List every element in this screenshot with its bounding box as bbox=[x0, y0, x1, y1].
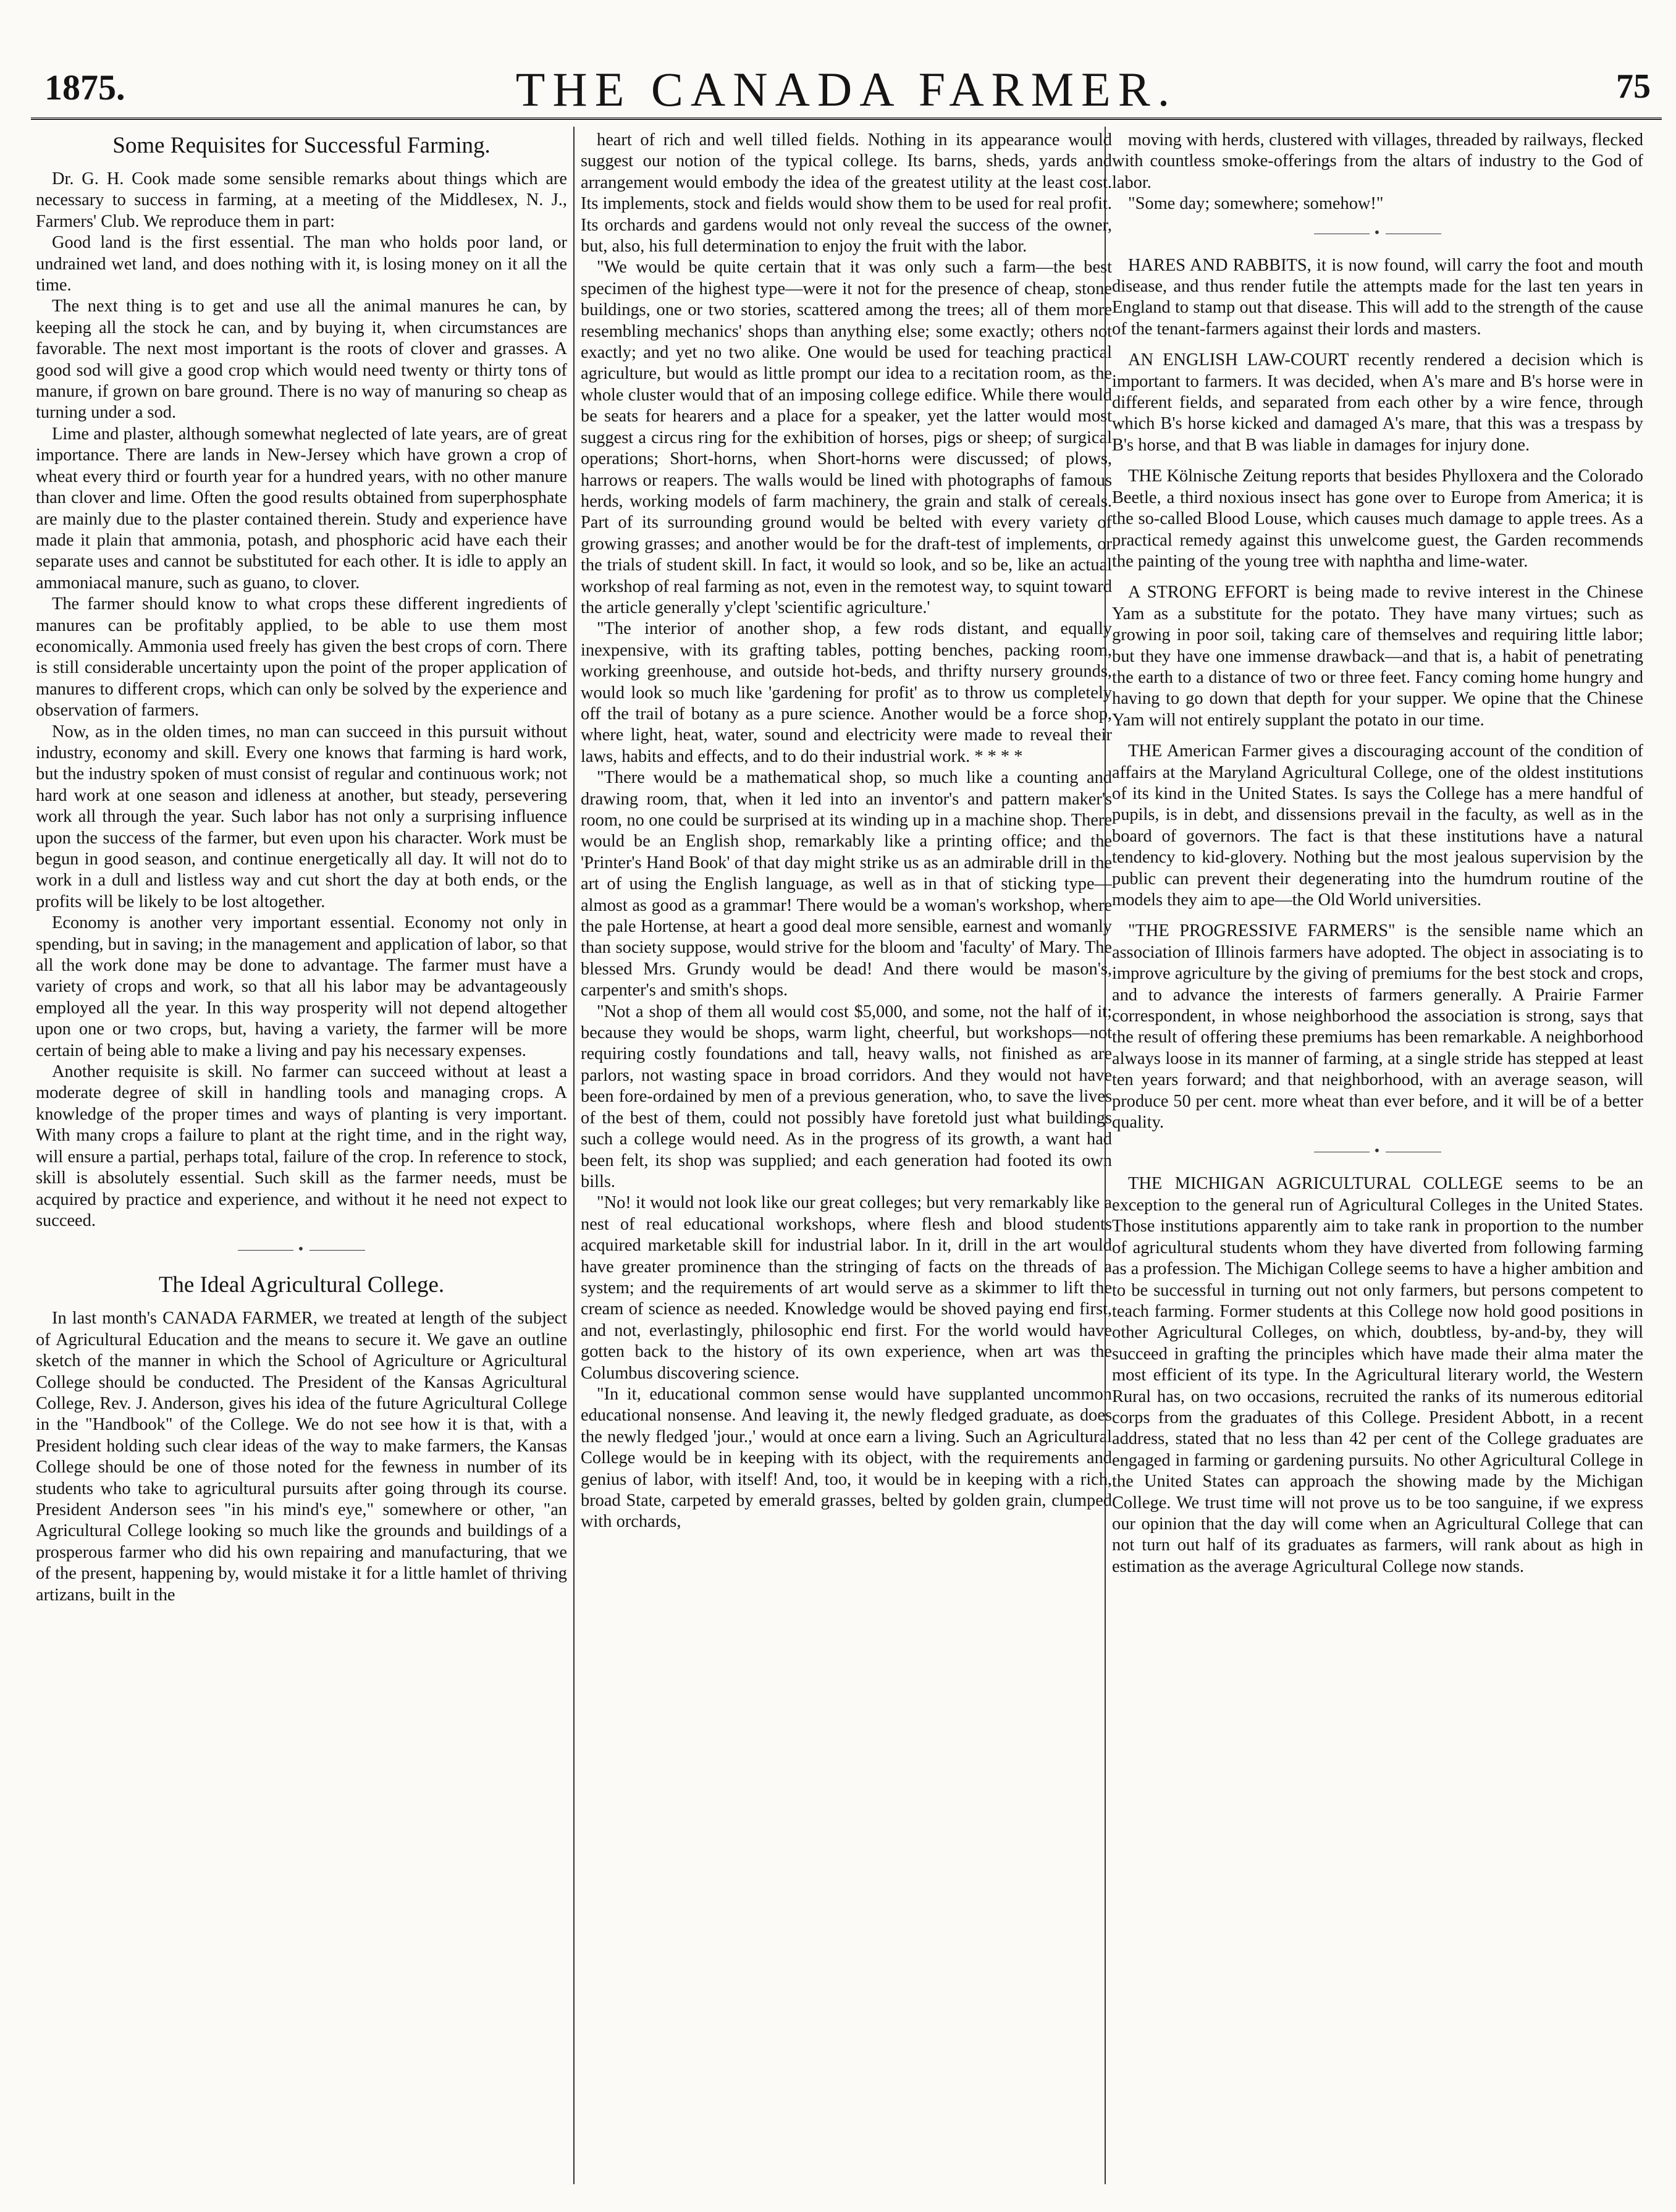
paragraph: The farmer should know to what crops these different ingredients of manures can be profitably applied, to be able to use them most economically. Ammonia used freely has given the best crops of corn. There is still considerable uncertainty upon the point of the proper application of manures to different crops, which can only be solved by the experience and observation of farmers. bbox=[36, 594, 567, 720]
masthead-rule bbox=[31, 117, 1662, 120]
page-number: 75 bbox=[1616, 67, 1651, 106]
article-body bbox=[36, 169, 567, 1231]
paragraph: "Some day; somewhere; somehow!" bbox=[1128, 194, 1384, 214]
paragraph: Lime and plaster, although somewhat neglected of late years, are of great importance. There are lands in New-Jersey which have grown a crop of wheat every third or fourth year for a hundred years, with no other manure than clover and lime. Often the good results obtained from superphosphate are mainly due to the plaster contained therein. Study and experience have made it plain that ammonia, potash, and phosphoric acid have each their separate uses and cannot be substituted for each other. It is idle to apply an ammoniacal manure, such as guano, to clover. bbox=[36, 424, 567, 593]
article-body bbox=[1112, 130, 1643, 215]
paragraph: "In it, educational common sense would have supplanted uncommon educational nonsense. And leaving it, the newly fledged graduate, as does the newly fledged 'jour.,' would at once earn a living. Such an Agricultural College would be in keeping with its object, with the requirements and genius of labor, with itself! And, too, it would be in keeping with a rich, broad State, carpeted by emerald grasses, belted by golden grain, clumped with orchards, bbox=[581, 1384, 1112, 1532]
paragraph: "The interior of another shop, a few rods distant, and equally inexpensive, with its grafting tables, potting benches, packing room, working greenhouse, and outside hot-beds, and thrifty nursery grounds, would look so much like 'gardening for profit' as to throw us completely off the trail of botany as a pure science. Another would be a force shop, where light, heat, water, sound and electricity were made to reveal their laws, habits and effects, and to do their industrial work. * * * * bbox=[581, 619, 1112, 766]
column-2 bbox=[581, 130, 1112, 2181]
paragraph: The next thing is to get and use all the animal manures he can, by keeping all the stock he can, and by buying it, when circumstances are favorable. The next most important is the roots of clover and grasses. A good sod will give a good crop which would need twenty or thirty tons of manure, if grown on bare ground. There is no way of manuring so cheap as turning under a sod. bbox=[36, 297, 567, 423]
column-1 bbox=[36, 130, 567, 2181]
paragraph: "THE PROGRESSIVE FARMERS" is the sensible name which an association of Illinois farmers have adopted. The object in associating is to improve agriculture by the giving of premiums for the best stock and crops, and to advance the interests of farmers generally. A Prairie Farmer correspondent, in whose neighborhood the association is strong, says that the result of offering these premiums has been remarkable. A neighborhood always loose in its manner of farming, at a single stride has stepped at least ten years forward; and that neighborhood, with an average season, will produce 50 per cent. more wheat than ever before, and it will be of a better quality. bbox=[1112, 921, 1643, 1133]
paragraph: In last month's CANADA FARMER, we treated at length of the subject of Agricultural Education and the means to secure it. We gave an outline sketch of the manner in which the School of Agriculture or Agricultural College should be conducted. The President of the Kansas Agricultural College, Rev. J. Anderson, gives his idea of the future Agricultural College in the "Handbook" of the College. We do not see how it is that, with a President holding such clear ideas of the way to make farmers, the Kansas College should be one of those noted for the fewness in number of its students who take to agricultural pursuits after going through its course. President Anderson sees "in his mind's eye," somewhere or other, "an Agricultural College looking so much like the grounds and buildings of a prosperous farmer who did his own repairing and manufacturing, that we of the present, happening by, would mistake it for a little hamlet of thriving artizans, built in the bbox=[36, 1309, 567, 1605]
news-items bbox=[1112, 255, 1643, 1134]
paragraph: heart of rich and well tilled fields. Nothing in its appearance would suggest our notion of the typical college. Its barns, sheds, yards and arrangement would embody the idea of the greatest utility at the least cost. Its implements, stock and fields would show them to be used for real profit. Its orchards and gardens would not only reveal the success of the owner, but, also, his full determination to enjoy the fruit with the labor. bbox=[581, 130, 1112, 256]
article-title: Some Requisites for Successful Farming. bbox=[112, 133, 491, 158]
paragraph: Dr. G. H. Cook made some sensible remarks about things which are necessary to success in farming, at a meeting of the Middlesex, N. J., Farmers' Club. We reproduce them in part: bbox=[36, 169, 567, 231]
masthead bbox=[31, 62, 1662, 117]
paragraph: "No! it would not look like our great colleges; but very remarkably like a nest of real educational workshops, where flesh and blood students acquired marketable skill for industrial labor. In it, drill in the art would have greater prominence than the stringing of facts on the threads of a system; and the requirements of art would serve as a skimmer to lift the cream of science as needed. Knowledge would be shoved paying end first, and not, everlastingly, philosophic end first. For the world would have gotten back to the history of its own experience, when art was the Columbus discovering science. bbox=[581, 1193, 1112, 1383]
paragraph: Another requisite is skill. No farmer can succeed without at least a moderate degree of skill in handling tools and managing crops. A knowledge of the proper times and ways of planting is very important. With many crops a failure to plant at the right time, and in the right way, will ensure a partial, perhaps total, failure of the crop. In reference to stock, skill is absolutely essential. Such skill as the farmer needs, must be acquired by practice and experience, and without it he need not expect to succeed. bbox=[36, 1062, 567, 1230]
paragraph: Economy is another very important essential. Economy not only in spending, but in saving; in the management and application of labor, so that all the work done may be done to advantage. The farmer must have a variety of crops and work, so that all his labor may be advantageously employed all the year. In this way prosperity will not depend altogether upon one or two crops, but, having a variety, the farmer will be more certain of being able to make a living and pay his necessary expenses. bbox=[36, 913, 567, 1060]
year: 1875. bbox=[44, 67, 125, 108]
news-items bbox=[1112, 1173, 1643, 1577]
paragraph: HARES AND RABBITS, it is now found, will carry the foot and mouth disease, and thus render futile the attempts made for the last ten years in England to stamp out that disease. This will add to the strength of the cause of the tenant-farmers against their lords and masters. bbox=[1112, 255, 1643, 339]
article-body bbox=[36, 1308, 567, 1606]
paragraph: Good land is the first essential. The man who holds poor land, or undrained wet land, and does nothing with it, is losing money on it all the time. bbox=[36, 233, 567, 295]
paragraph: AN ENGLISH LAW-COURT recently rendered a decision which is important to farmers. It was decided, when A's mare and B's horse were in different fields, and separated from each other by a wire fence, through which B's horse kicked and damaged A's mare, that this was a trespass by B's horse, and that B was liable in damages for injury done. bbox=[1112, 350, 1643, 455]
paragraph: THE MICHIGAN AGRICULTURAL COLLEGE seems to be an exception to the general run of Agricultural Colleges in the United States. Those institutions apparently aim to take rank in proportion to the number of agricultural students whom they have diverted from following farming as a profession. The Michigan College seems to have a higher ambition and to be successful in turning out not only farmers, but persons competent to teach farming. Former students at this College now hold good positions in other Agricultural Colleges, on which, doubtless, by-and-by, they will succeed in grafting the principles which have made their alma mater the most efficient of its type. In the Agricultural literary world, the Western Rural has, on two occasions, recruited the ranks of its numerous editorial corps from the graduates of this College. President Abbott, in a recent address, stated that no less than 42 per cent of the College graduates are engaged in farming or gardening pursuits. No other Agricultural College in the United States can approach the showing made by the Michigan College. We trust time will not prove us to be too sanguine, if we express our opinion that the day will come when an Agricultural College that can not turn out half of its graduates as farmers, will rank about as high in estimation as the average Agricultural College now stands. bbox=[1112, 1174, 1643, 1576]
article-title: The Ideal Agricultural College. bbox=[158, 1272, 445, 1298]
paragraph: THE Kölnische Zeitung reports that besides Phylloxera and the Colorado Beetle, a third noxious insect has gone over to Europe from America; it is the so-called Blood Louse, which causes much damage to apple trees. As a practical remedy against this unwelcome guest, the Garden recommends the painting of the young tree with naphtha and lime-water. bbox=[1112, 466, 1643, 571]
column-rule bbox=[573, 127, 575, 2184]
newspaper-title: THE CANADA FARMER. bbox=[515, 62, 1177, 116]
section-ornament: • bbox=[36, 1241, 567, 1258]
paragraph: "We would be quite certain that it was only such a farm—the best specimen of the highest type—were it not for the presence of cheap, stone buildings, one or two stories, scattered among the trees; all of them more resembling mechanics' shops than anything else; some exactly; others not exactly; and yet no two alike. One would be used for teaching practical agriculture, but would as little prompt our idea to a recitation room, as the whole cluster would that of an imposing college edifice. While there would be seats for hearers and a place for a speaker, yet the latter would most suggest a circus ring for the exhibition of horses, pigs or sheep; of surgical operations; Short-horns, when Short-horns were discussed; of plows, harrows or reapers. The walls would be lined with photographs of famous herds, working models of farm machinery, the grain and stalk of cereals. Part of its surrounding ground would be belted with every variety of growing grasses; and another would be for the draft-test of implements, or the trials of student skill. In fact, it would so look, and so be, like an actual workshop of real farming as not, even in the remotest way, to squint toward the article generally y'clept 'scientific agriculture.' bbox=[581, 258, 1112, 617]
paragraph: THE American Farmer gives a discouraging account of the condition of affairs at the Maryland Agricultural College, one of the oldest institutions of its kind in the United States. Is says the College has a mere handful of pupils, is in debt, and dissensions prevail in the faculty, as well as in the board of governors. The fact is that these institutions have a natural tendency to kid-glovery. Nothing but the most jealous supervision by the public can prevent their degenerating into the humdrum routine of the models they aim to ape—the Old World universities. bbox=[1112, 741, 1643, 910]
article-body bbox=[581, 130, 1112, 1533]
paragraph: "There would be a mathematical shop, so much like a counting and drawing room, that, when it led into an inventor's and pattern maker's room, no one could be surprised at its winding up in a machine shop. There would be an English shop, remarkably like a printing office; and the 'Printer's Hand Book' of that day might strike us as an admirable drill in the art of using the English language, as well as in that of sticking type—almost as good as a grammar! There would be a woman's workshop, where the pale Hortense, at heart a good deal more sensible, earnest and womanly than society suppose, would strive for the bloom and 'faculty' of Mary. The blessed Mrs. Grundy would be dead! And there would be mason's, carpenter's and smith's shops. bbox=[581, 768, 1112, 1000]
paragraph: "Not a shop of them all would cost $5,000, and some, not the half of it; because they would be shops, warm light, cheerful, but workshops—not requiring costly foundations and tall, heavy walls, not finished as are parlors, not wasting space in broad corridors. And they would not have been fore-ordained by men of a previous generation, who, to save the lives of the best of them, could not possibly have foretold just what buildings such a college would need. As in the progress of its growth, a want had been felt, its shop was supplied; and each generation had footed its own bills. bbox=[581, 1002, 1112, 1191]
section-ornament: • bbox=[1112, 1143, 1643, 1160]
paragraph: moving with herds, clustered with villages, threaded by railways, flecked with countless smoke-offerings from the altars of industry to the God of labor. bbox=[1112, 130, 1643, 192]
column-3 bbox=[1112, 130, 1643, 2181]
paragraph: Now, as in the olden times, no man can succeed in this pursuit without industry, economy and skill. Every one knows that farming is hard work, but the industry spoken of must consist of regular and continuous work; not hard work at one season and idleness at another, but steady, persevering work all through the year. Such labor has not only a surprising influence upon the success of the farmer, but even upon his character. Work must be begun in good season, and continue energetically all day. It will not do to work in a dull and listless way and cut short the day at both ends, or the profits will be likely to be lost altogether. bbox=[36, 722, 567, 911]
paragraph: A STRONG EFFORT is being made to revive interest in the Chinese Yam as a substitute for the potato. They have many virtues; such as growing in poor soil, taking care of themselves and requiring little labor; but they have one immense drawback—and that is, a habit of penetrating the earth to a distance of two or three feet. Fancy coming home hungry and having to go down that depth for your supper. We opine that the Chinese Yam will not entirely supplant the potato in our time. bbox=[1112, 583, 1643, 730]
section-ornament: • bbox=[1112, 225, 1643, 242]
